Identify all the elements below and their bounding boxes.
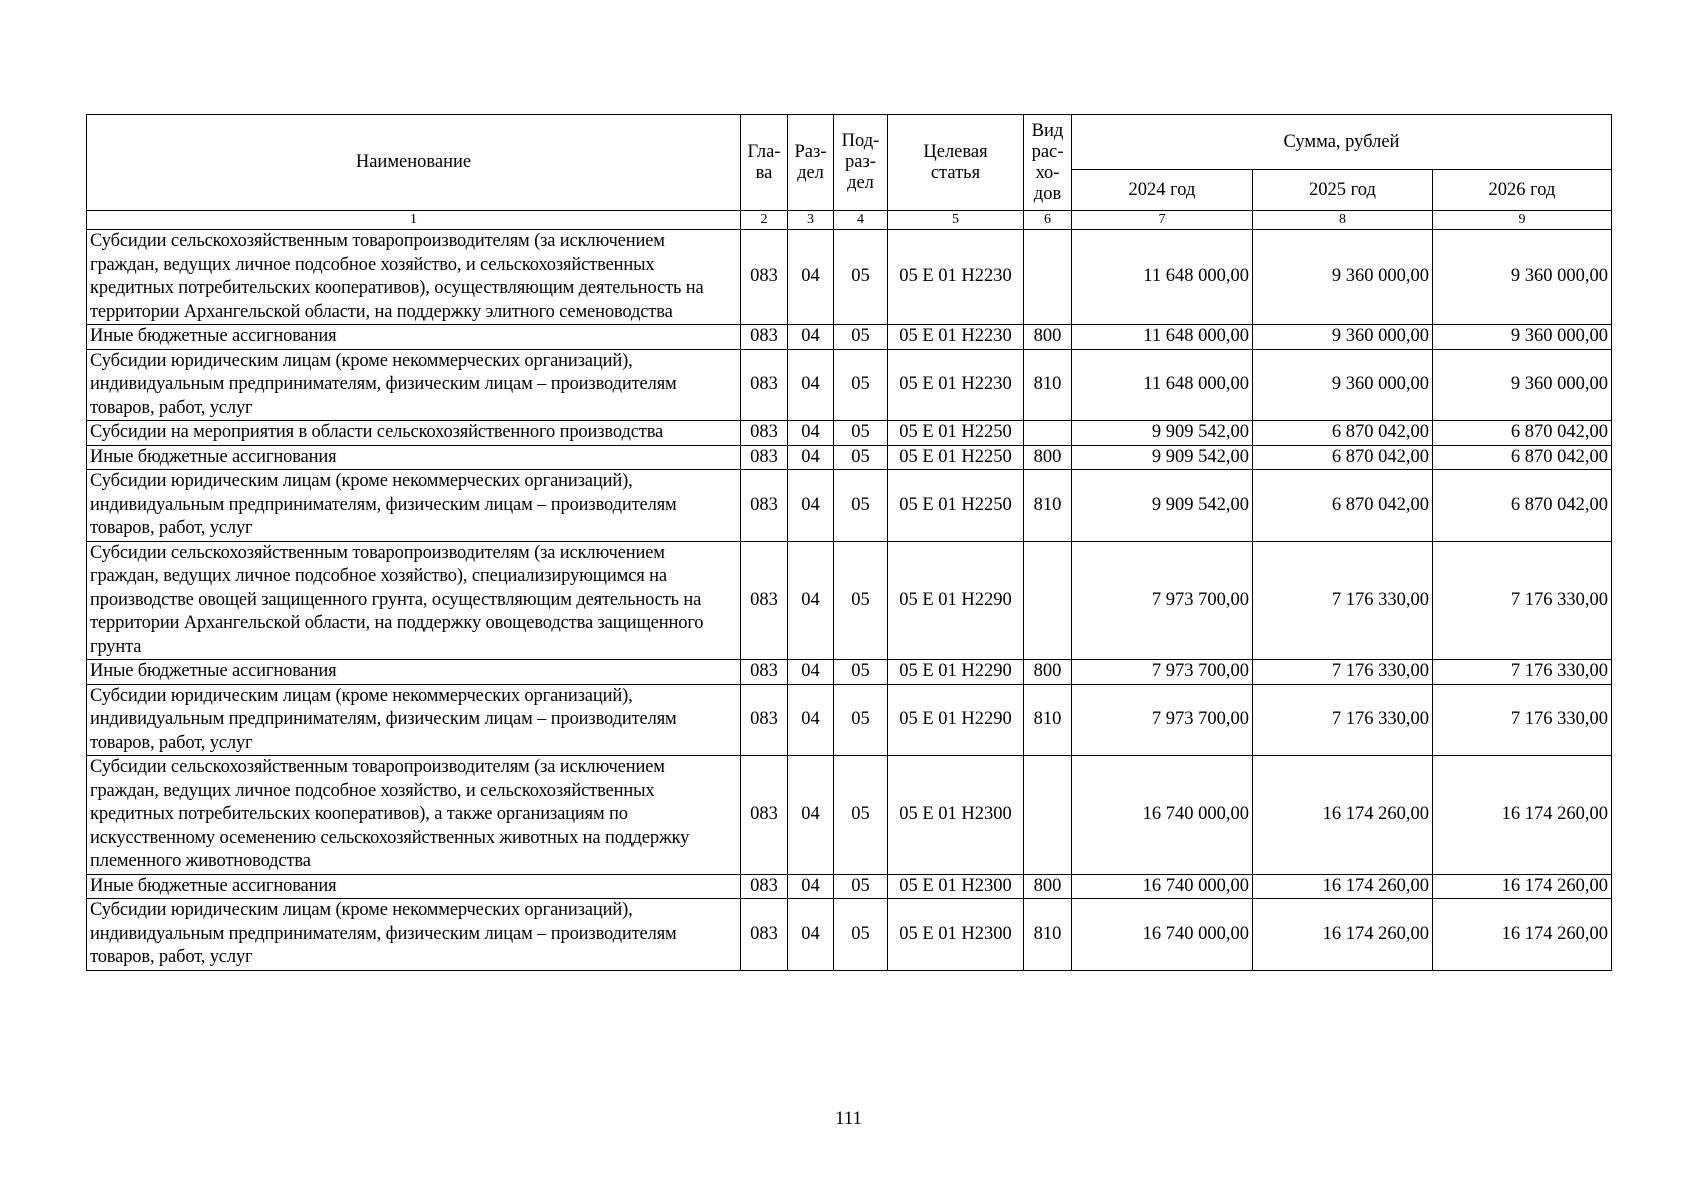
cell-amount-2026: 7 176 330,00 bbox=[1433, 541, 1612, 660]
cell-name: Субсидии юридическим лицам (кроме некоммерческих организаций), индивидуальным предпринимателям, физическим лицам – производителям товаров, работ, услуг bbox=[87, 470, 741, 542]
column-header-year-2025: 2025 год bbox=[1253, 170, 1433, 211]
cell-expense-type bbox=[1024, 421, 1072, 446]
cell-amount-2024: 16 740 000,00 bbox=[1072, 899, 1253, 971]
cell-target: 05 Е 01 Н2300 bbox=[888, 756, 1024, 875]
column-number: 6 bbox=[1024, 211, 1072, 230]
cell-amount-2026: 9 360 000,00 bbox=[1433, 230, 1612, 325]
header-label: Раз- дел bbox=[794, 141, 827, 183]
cell-section: 04 bbox=[788, 684, 834, 756]
cell-section: 04 bbox=[788, 349, 834, 421]
table-row bbox=[87, 684, 1612, 756]
cell-section: 04 bbox=[788, 541, 834, 660]
column-number: 1 bbox=[87, 211, 741, 230]
cell-amount-2026: 16 174 260,00 bbox=[1433, 899, 1612, 971]
cell-amount-2026: 16 174 260,00 bbox=[1433, 756, 1612, 875]
column-header-chapter bbox=[741, 115, 788, 211]
cell-section: 04 bbox=[788, 899, 834, 971]
header-label: Целевая статья bbox=[923, 141, 988, 183]
cell-name: Иные бюджетные ассигнования bbox=[87, 660, 741, 685]
table-row bbox=[87, 230, 1612, 325]
cell-amount-2026: 6 870 042,00 bbox=[1433, 421, 1612, 446]
cell-chapter: 083 bbox=[741, 470, 788, 542]
cell-name: Субсидии сельскохозяйственным товаропроизводителям (за исключением граждан, ведущих личное подсобное хозяйство), специализирующимся на производстве овощей защищенного грунта, осуществляющим деятельность на территории Архангельской области, на поддержку овощеводства защищенного грунта bbox=[87, 541, 741, 660]
cell-expense-type: 800 bbox=[1024, 325, 1072, 350]
cell-amount-2025: 16 174 260,00 bbox=[1253, 756, 1433, 875]
cell-amount-2025: 9 360 000,00 bbox=[1253, 325, 1433, 350]
cell-chapter: 083 bbox=[741, 349, 788, 421]
table-row bbox=[87, 541, 1612, 660]
cell-section: 04 bbox=[788, 470, 834, 542]
table-row bbox=[87, 756, 1612, 875]
cell-chapter: 083 bbox=[741, 421, 788, 446]
column-number: 8 bbox=[1253, 211, 1433, 230]
cell-chapter: 083 bbox=[741, 230, 788, 325]
cell-target: 05 Е 01 Н2300 bbox=[888, 874, 1024, 899]
cell-target: 05 Е 01 Н2250 bbox=[888, 445, 1024, 470]
column-header-section bbox=[788, 115, 834, 211]
cell-amount-2026: 6 870 042,00 bbox=[1433, 445, 1612, 470]
table-body bbox=[87, 230, 1612, 971]
cell-name: Иные бюджетные ассигнования bbox=[87, 325, 741, 350]
cell-amount-2024: 9 909 542,00 bbox=[1072, 445, 1253, 470]
cell-chapter: 083 bbox=[741, 325, 788, 350]
cell-amount-2024: 9 909 542,00 bbox=[1072, 421, 1253, 446]
cell-name: Субсидии на мероприятия в области сельскохозяйственного производства bbox=[87, 421, 741, 446]
cell-amount-2026: 9 360 000,00 bbox=[1433, 325, 1612, 350]
cell-target: 05 Е 01 Н2290 bbox=[888, 541, 1024, 660]
cell-expense-type: 810 bbox=[1024, 899, 1072, 971]
cell-name: Иные бюджетные ассигнования bbox=[87, 874, 741, 899]
cell-subsection: 05 bbox=[834, 684, 888, 756]
cell-expense-type bbox=[1024, 541, 1072, 660]
cell-name: Субсидии сельскохозяйственным товаропроизводителям (за исключением граждан, ведущих личное подсобное хозяйство, и сельскохозяйственных кредитных потребительских кооперативов), осуществляющим деятельность на территории Архангельской области, на поддержку элитного семеноводства bbox=[87, 230, 741, 325]
cell-amount-2026: 7 176 330,00 bbox=[1433, 660, 1612, 685]
cell-section: 04 bbox=[788, 230, 834, 325]
cell-subsection: 05 bbox=[834, 899, 888, 971]
cell-amount-2026: 16 174 260,00 bbox=[1433, 874, 1612, 899]
column-header-expense-type bbox=[1024, 115, 1072, 211]
cell-chapter: 083 bbox=[741, 660, 788, 685]
cell-subsection: 05 bbox=[834, 445, 888, 470]
header-label: Под- раз- дел bbox=[841, 131, 880, 193]
cell-expense-type: 800 bbox=[1024, 445, 1072, 470]
cell-subsection: 05 bbox=[834, 325, 888, 350]
cell-amount-2024: 7 973 700,00 bbox=[1072, 684, 1253, 756]
cell-chapter: 083 bbox=[741, 899, 788, 971]
cell-amount-2024: 11 648 000,00 bbox=[1072, 230, 1253, 325]
cell-amount-2026: 9 360 000,00 bbox=[1433, 349, 1612, 421]
column-header-target bbox=[888, 115, 1024, 211]
cell-amount-2025: 16 174 260,00 bbox=[1253, 899, 1433, 971]
cell-section: 04 bbox=[788, 756, 834, 875]
table-row bbox=[87, 445, 1612, 470]
cell-amount-2026: 6 870 042,00 bbox=[1433, 470, 1612, 542]
cell-name: Субсидии юридическим лицам (кроме некоммерческих организаций), индивидуальным предпринимателям, физическим лицам – производителям товаров, работ, услуг bbox=[87, 684, 741, 756]
cell-amount-2025: 9 360 000,00 bbox=[1253, 349, 1433, 421]
cell-target: 05 Е 01 Н2290 bbox=[888, 684, 1024, 756]
cell-expense-type: 800 bbox=[1024, 874, 1072, 899]
column-header-year-2024: 2024 год bbox=[1072, 170, 1253, 211]
cell-subsection: 05 bbox=[834, 541, 888, 660]
cell-amount-2025: 6 870 042,00 bbox=[1253, 470, 1433, 542]
table-row bbox=[87, 325, 1612, 350]
column-header-year-2026: 2026 год bbox=[1433, 170, 1612, 211]
cell-section: 04 bbox=[788, 445, 834, 470]
column-header-name: Наименование bbox=[87, 115, 741, 211]
cell-chapter: 083 bbox=[741, 445, 788, 470]
cell-subsection: 05 bbox=[834, 421, 888, 446]
header-label: Гла- ва bbox=[747, 141, 781, 183]
cell-chapter: 083 bbox=[741, 874, 788, 899]
table-header bbox=[87, 115, 1612, 230]
cell-amount-2025: 7 176 330,00 bbox=[1253, 684, 1433, 756]
cell-target: 05 Е 01 Н2300 bbox=[888, 899, 1024, 971]
cell-chapter: 083 bbox=[741, 541, 788, 660]
cell-amount-2026: 7 176 330,00 bbox=[1433, 684, 1612, 756]
budget-table bbox=[86, 114, 1612, 971]
cell-target: 05 Е 01 Н2230 bbox=[888, 325, 1024, 350]
cell-chapter: 083 bbox=[741, 684, 788, 756]
cell-target: 05 Е 01 Н2230 bbox=[888, 230, 1024, 325]
cell-section: 04 bbox=[788, 874, 834, 899]
column-number: 3 bbox=[788, 211, 834, 230]
cell-amount-2024: 7 973 700,00 bbox=[1072, 541, 1253, 660]
cell-name: Иные бюджетные ассигнования bbox=[87, 445, 741, 470]
cell-subsection: 05 bbox=[834, 470, 888, 542]
cell-expense-type bbox=[1024, 756, 1072, 875]
page-number: 111 bbox=[834, 1108, 863, 1129]
cell-section: 04 bbox=[788, 660, 834, 685]
header-label: Вид рас- хо- дов bbox=[1031, 120, 1064, 204]
table-row bbox=[87, 421, 1612, 446]
cell-expense-type: 810 bbox=[1024, 684, 1072, 756]
table-row bbox=[87, 660, 1612, 685]
cell-subsection: 05 bbox=[834, 230, 888, 325]
cell-chapter: 083 bbox=[741, 756, 788, 875]
table-row bbox=[87, 874, 1612, 899]
cell-amount-2025: 9 360 000,00 bbox=[1253, 230, 1433, 325]
cell-expense-type: 810 bbox=[1024, 349, 1072, 421]
cell-expense-type bbox=[1024, 230, 1072, 325]
cell-amount-2025: 6 870 042,00 bbox=[1253, 421, 1433, 446]
cell-subsection: 05 bbox=[834, 756, 888, 875]
cell-amount-2024: 11 648 000,00 bbox=[1072, 325, 1253, 350]
cell-section: 04 bbox=[788, 325, 834, 350]
cell-amount-2024: 16 740 000,00 bbox=[1072, 874, 1253, 899]
table-row bbox=[87, 899, 1612, 971]
column-number: 7 bbox=[1072, 211, 1253, 230]
cell-expense-type: 810 bbox=[1024, 470, 1072, 542]
cell-amount-2024: 16 740 000,00 bbox=[1072, 756, 1253, 875]
column-number: 9 bbox=[1433, 211, 1612, 230]
cell-amount-2024: 11 648 000,00 bbox=[1072, 349, 1253, 421]
cell-name: Субсидии юридическим лицам (кроме некоммерческих организаций), индивидуальным предпринимателям, физическим лицам – производителям товаров, работ, услуг bbox=[87, 349, 741, 421]
column-number: 2 bbox=[741, 211, 788, 230]
table-row bbox=[87, 349, 1612, 421]
cell-target: 05 Е 01 Н2290 bbox=[888, 660, 1024, 685]
cell-target: 05 Е 01 Н2230 bbox=[888, 349, 1024, 421]
column-number: 5 bbox=[888, 211, 1024, 230]
cell-target: 05 Е 01 Н2250 bbox=[888, 470, 1024, 542]
header-row-top bbox=[87, 115, 1612, 170]
cell-amount-2025: 7 176 330,00 bbox=[1253, 660, 1433, 685]
cell-expense-type: 800 bbox=[1024, 660, 1072, 685]
table-row bbox=[87, 470, 1612, 542]
cell-amount-2024: 9 909 542,00 bbox=[1072, 470, 1253, 542]
cell-amount-2024: 7 973 700,00 bbox=[1072, 660, 1253, 685]
cell-target: 05 Е 01 Н2250 bbox=[888, 421, 1024, 446]
cell-amount-2025: 6 870 042,00 bbox=[1253, 445, 1433, 470]
cell-subsection: 05 bbox=[834, 660, 888, 685]
column-number-row bbox=[87, 211, 1612, 230]
column-header-subsection bbox=[834, 115, 888, 211]
cell-amount-2025: 16 174 260,00 bbox=[1253, 874, 1433, 899]
cell-amount-2025: 7 176 330,00 bbox=[1253, 541, 1433, 660]
cell-subsection: 05 bbox=[834, 874, 888, 899]
column-header-sum: Сумма, рублей bbox=[1072, 115, 1612, 170]
cell-name: Субсидии юридическим лицам (кроме некоммерческих организаций), индивидуальным предпринимателям, физическим лицам – производителям товаров, работ, услуг bbox=[87, 899, 741, 971]
cell-section: 04 bbox=[788, 421, 834, 446]
cell-name: Субсидии сельскохозяйственным товаропроизводителям (за исключением граждан, ведущих личное подсобное хозяйство, и сельскохозяйственных кредитных потребительских кооперативов), а также организациям по искусственному осеменению сельскохозяйственных животных на поддержку племенного животноводства bbox=[87, 756, 741, 875]
column-number: 4 bbox=[834, 211, 888, 230]
cell-subsection: 05 bbox=[834, 349, 888, 421]
